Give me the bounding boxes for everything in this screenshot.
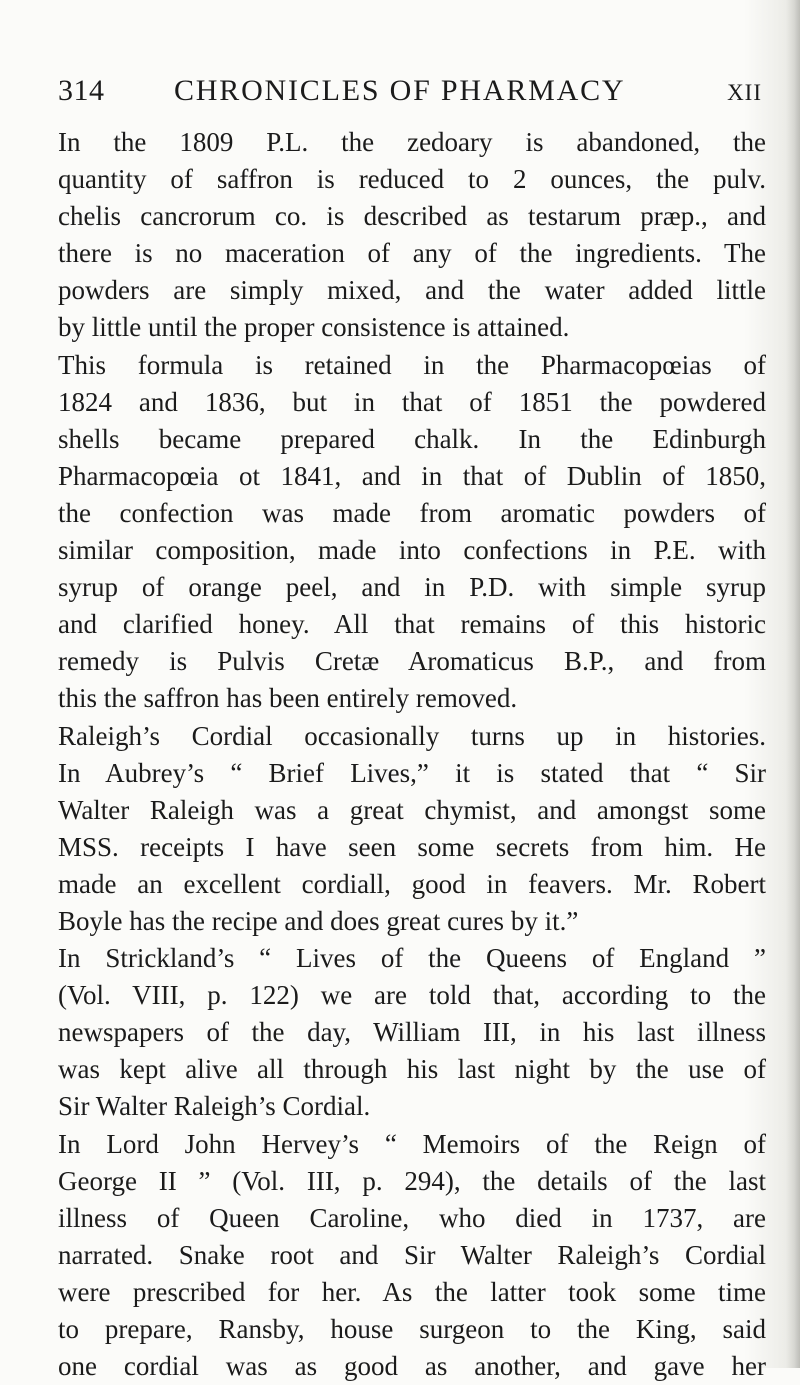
text-line: In Strickland’s “ Lives of the Queens of England ” xyxy=(58,943,766,974)
text-line: one cordial was as good as another, and gave her xyxy=(58,1351,766,1382)
text-line: by little until the proper consistence is attained. xyxy=(58,312,570,343)
text-line: MSS. receipts I have seen some secrets from him. He xyxy=(58,831,766,862)
text-line: the confection was made from aromatic powders of xyxy=(58,497,766,528)
text-line: (Vol. VIII, p. 122) we are told that, according to the xyxy=(58,980,766,1011)
text-line: newspapers of the day, William III, in his last illness xyxy=(58,1017,766,1048)
text-line: were prescribed for her. As the latter took some time xyxy=(58,1276,766,1307)
text-line: Boyle has the recipe and does great cures by it.” xyxy=(58,905,579,936)
text-line: Pharmacopœia ot 1841, and in that of Dublin of 1850, xyxy=(58,460,766,491)
text-line: and clarified honey. All that remains of this historic xyxy=(58,609,766,640)
text-line: there is no maceration of any of the ingredients. The xyxy=(58,238,766,269)
text-line: Sir Walter Raleigh’s Cordial. xyxy=(58,1091,371,1122)
page-edge-shadow xyxy=(786,0,800,1368)
text-line: 1824 and 1836, but in that of 1851 the powdered xyxy=(58,386,766,417)
page-number: 314 xyxy=(58,74,105,107)
running-head xyxy=(58,74,766,114)
text-line: remedy is Pulvis Cretæ Aromaticus B.P., and from xyxy=(58,646,766,677)
text-line: In Aubrey’s “ Brief Lives,” it is stated that “ Sir xyxy=(58,757,766,788)
text-line: shells became prepared chalk. In the Edinburgh xyxy=(58,423,766,454)
text-line: chelis cancrorum co. is described as testarum præp., and xyxy=(58,201,766,232)
text-line: Raleigh’s Cordial occasionally turns up in histories. xyxy=(58,720,766,751)
text-line: In Lord John Hervey’s “ Memoirs of the Reign of xyxy=(58,1128,766,1159)
text-line: This formula is retained in the Pharmacopœias of xyxy=(58,349,766,380)
text-line: narrated. Snake root and Sir Walter Raleigh’s Cordial xyxy=(58,1239,766,1270)
text-line: George II ” (Vol. III, p. 294), the details of the last xyxy=(58,1165,766,1196)
text-line: syrup of orange peel, and in P.D. with simple syrup xyxy=(58,572,766,603)
text-line: similar composition, made into confections in P.E. with xyxy=(58,535,766,566)
text-line: illness of Queen Caroline, who died in 1737, are xyxy=(58,1202,766,1233)
text-line: was kept alive all through his last night by the use of xyxy=(58,1054,766,1085)
chapter-number: XII xyxy=(727,80,762,105)
text-line: to prepare, Ransby, house surgeon to the King, said xyxy=(58,1314,766,1344)
text-line: powders are simply mixed, and the water added little xyxy=(58,275,766,306)
text-line: In the 1809 P.L. the zedoary is abandoned, the xyxy=(58,127,766,157)
running-title: CHRONICLES OF PHARMACY xyxy=(174,74,626,107)
text-line: made an excellent cordiall, good in feavers. Mr. Robert xyxy=(58,868,766,899)
body-text xyxy=(58,124,766,1385)
text-line: Walter Raleigh was a great chymist, and amongst some xyxy=(58,794,766,825)
text-line: this the saffron has been entirely removed. xyxy=(58,683,518,714)
text-line: quantity of saffron is reduced to 2 ounces, the pulv. xyxy=(58,164,766,195)
